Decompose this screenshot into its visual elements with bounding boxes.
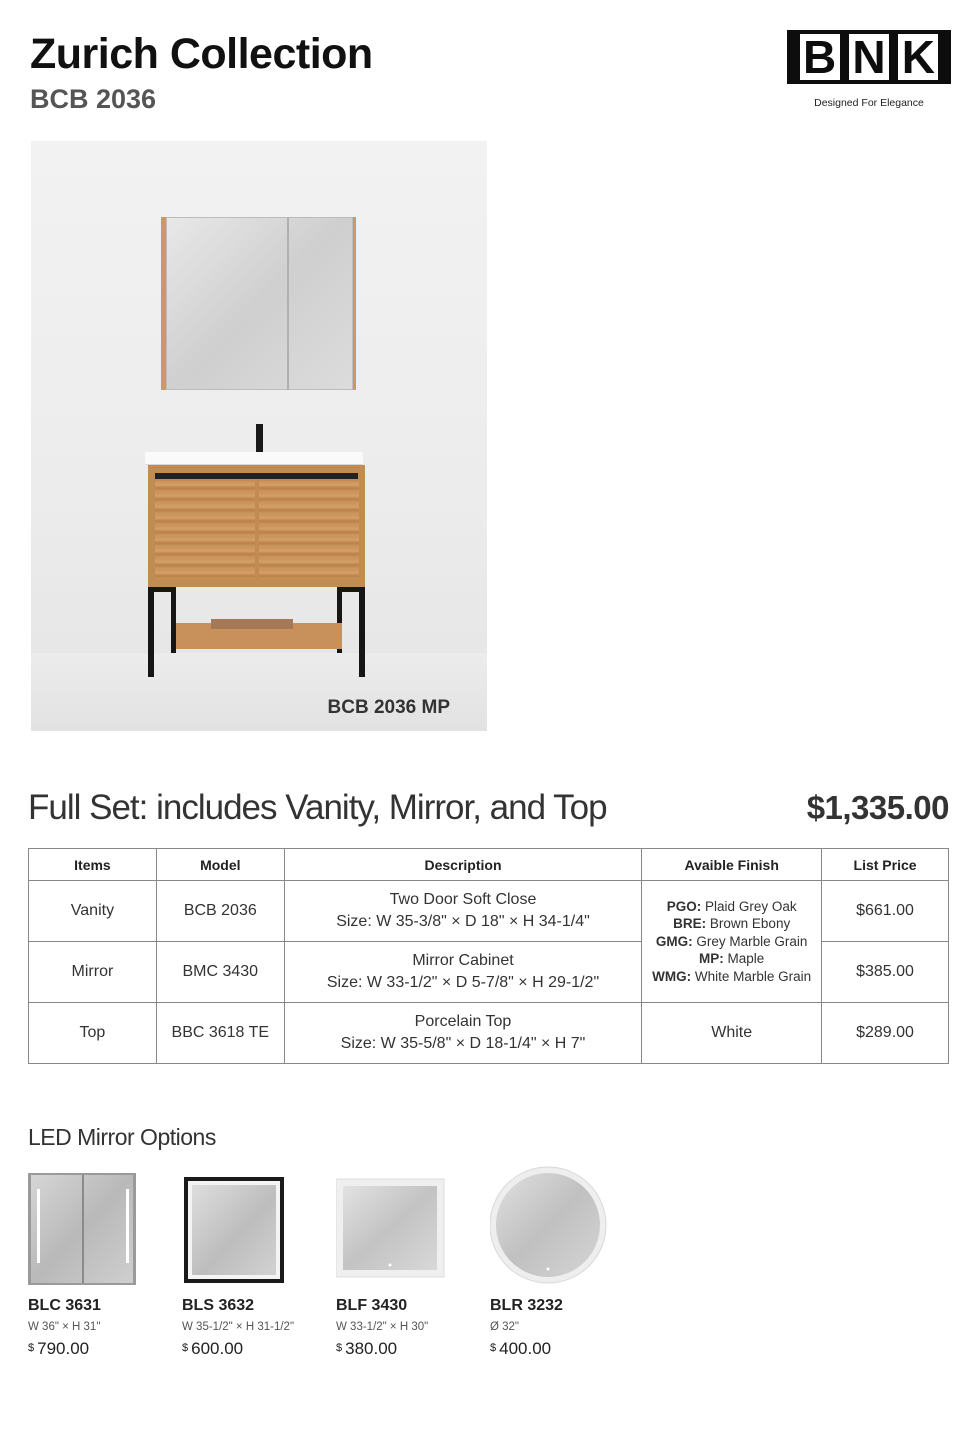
faucet (256, 424, 263, 454)
option-model: BLS 3632 (182, 1297, 255, 1314)
option-dimensions: W 36" × H 31" (28, 1321, 101, 1333)
photo-floor (31, 653, 487, 731)
desc-size: Size: W 35-3/8" × D 18" × H 34-1/4" (336, 913, 590, 930)
finish-list (642, 898, 821, 986)
finish-item: GMG: Grey Marble Grain (655, 933, 808, 949)
frameless-led-mirror-image (336, 1165, 446, 1287)
frame-leg-left (148, 587, 154, 677)
finish-item: PGO: Plaid Grey Oak (666, 898, 797, 914)
towel (211, 619, 293, 629)
col-header-model: Model (156, 849, 284, 881)
option-dimensions: Ø 32" (490, 1321, 520, 1333)
photo-caption: BCB 2036 MP (327, 697, 450, 718)
frame-leg-right (359, 587, 365, 677)
full-set-label: Full Set: includes Vanity, Mirror, and Top (28, 788, 607, 827)
currency-symbol: $ (182, 1342, 189, 1354)
cell-description (284, 881, 642, 942)
cell-description (284, 942, 642, 1003)
cell-model: BBC 3618 TE (156, 1003, 284, 1064)
logo-letter: K (898, 34, 938, 80)
col-header-price: List Price (822, 849, 949, 881)
cell-item: Top (29, 1003, 157, 1064)
cell-finish: White (642, 1003, 822, 1064)
col-header-description: Description (284, 849, 642, 881)
finish-item: MP: Maple (699, 951, 765, 967)
currency-symbol: $ (28, 1342, 35, 1354)
square-led-mirror-image (182, 1165, 286, 1287)
finish-item: WMG: White Marble Grain (652, 968, 812, 984)
mirror-cabinet-glass (166, 217, 353, 390)
page-title: Zurich Collection (30, 30, 373, 78)
mirror-cabinet-led-image (28, 1165, 138, 1287)
led-options-heading: LED Mirror Options (28, 1124, 216, 1150)
option-price: $ 400.00 (490, 1339, 552, 1358)
cell-model: BMC 3430 (156, 942, 284, 1003)
cell-item: Vanity (29, 881, 157, 942)
option-price: $ 790.00 (28, 1339, 90, 1358)
option-model: BLC 3631 (28, 1297, 101, 1314)
mirror-cabinet-split (287, 217, 289, 390)
desc-line: Mirror Cabinet (412, 952, 514, 970)
option-price: $ 380.00 (336, 1339, 398, 1358)
brand-tagline: Designed For Elegance (814, 97, 924, 109)
option-model: BLR 3232 (490, 1297, 563, 1314)
spec-table (28, 848, 949, 1064)
option-price: $ 600.00 (182, 1339, 244, 1358)
col-header-finish: Avaible Finish (642, 849, 822, 881)
cell-price: $661.00 (822, 881, 949, 942)
cell-finish-list (642, 881, 822, 1003)
vanity-door-left (155, 481, 255, 579)
brand-logo (787, 30, 951, 84)
full-set-price: $1,335.00 (806, 789, 949, 826)
cell-item: Mirror (29, 942, 157, 1003)
logo-letter: N (849, 34, 889, 80)
table-header-row (29, 849, 949, 881)
page-subtitle: BCB 2036 (30, 84, 157, 114)
product-photo (31, 141, 487, 731)
cell-model: BCB 2036 (156, 881, 284, 942)
table-row (29, 881, 949, 942)
finish-item: BRE: Brown Ebony (673, 916, 791, 932)
vanity-handle-strip (155, 473, 358, 479)
round-led-mirror-image (490, 1165, 612, 1287)
vanity-door-right (259, 481, 359, 579)
desc-size: Size: W 33-1/2" × D 5-7/8" × H 29-1/2" (326, 974, 600, 991)
desc-line: Porcelain Top (414, 1013, 512, 1031)
currency-symbol: $ (336, 1342, 343, 1354)
cell-description (284, 1003, 642, 1064)
desc-size: Size: W 35-5/8" × D 18-1/4" × H 7" (340, 1035, 586, 1052)
option-model: BLF 3430 (336, 1297, 408, 1314)
currency-symbol: $ (490, 1342, 497, 1354)
cell-price: $385.00 (822, 942, 949, 1003)
desc-line: Two Door Soft Close (389, 891, 537, 909)
option-dimensions: W 35-1/2" × H 31-1/2" (182, 1321, 295, 1333)
option-dimensions: W 33-1/2" × H 30" (336, 1321, 429, 1333)
cell-price: $289.00 (822, 1003, 949, 1064)
col-header-items: Items (29, 849, 157, 881)
logo-letter: B (800, 34, 840, 80)
basin-top (145, 452, 363, 465)
table-row (29, 1003, 949, 1064)
